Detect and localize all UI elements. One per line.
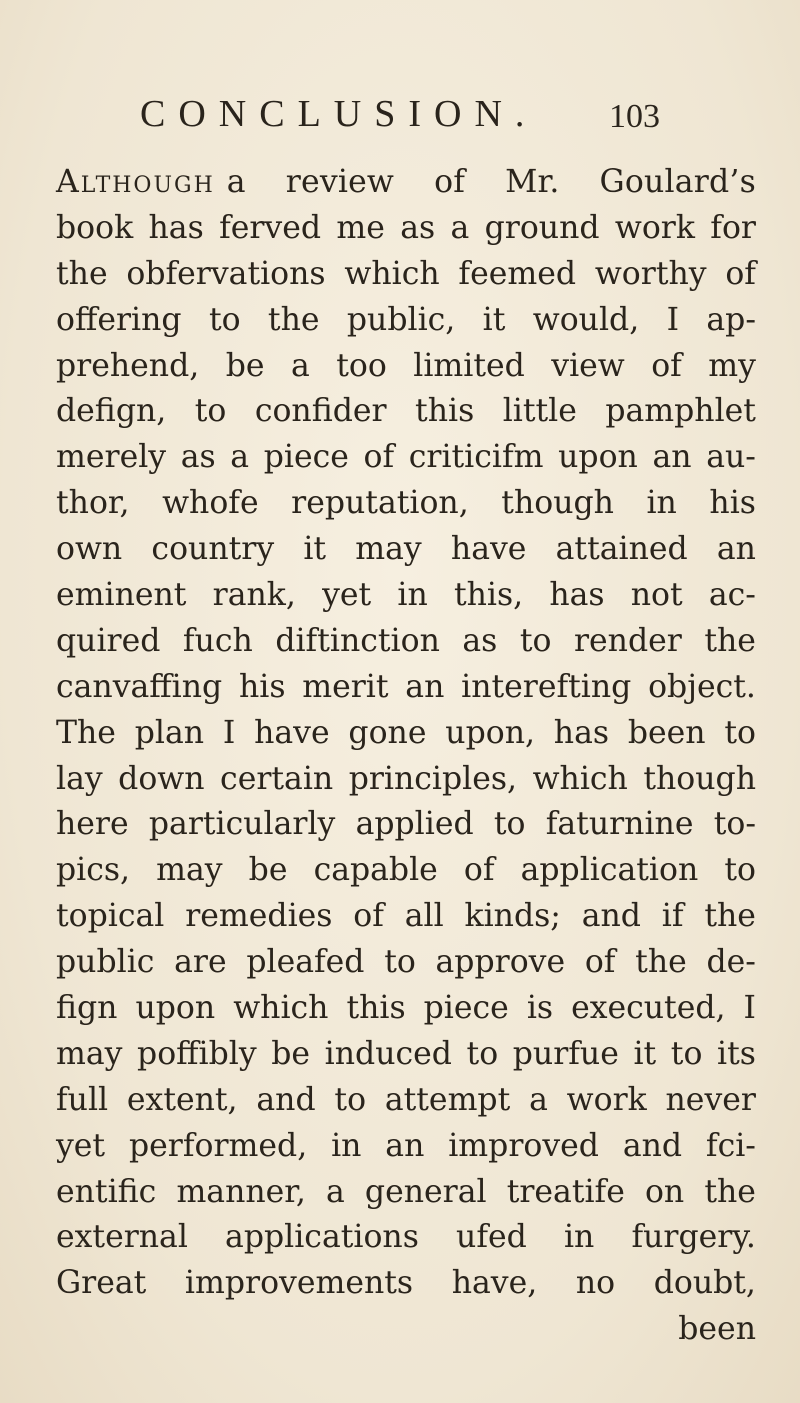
word: obfervations bbox=[126, 255, 326, 292]
word: and bbox=[256, 1081, 316, 1118]
word: has bbox=[553, 714, 610, 751]
word: country bbox=[151, 531, 275, 568]
word: piece bbox=[263, 439, 349, 476]
word: it bbox=[482, 301, 506, 338]
word: diftinction bbox=[275, 622, 440, 659]
word: lay bbox=[56, 760, 103, 797]
word: I bbox=[743, 990, 756, 1027]
word: to bbox=[670, 1035, 703, 1072]
word: furgery. bbox=[631, 1219, 756, 1256]
word: ufed bbox=[456, 1219, 527, 1256]
word: his bbox=[709, 485, 756, 522]
word: down bbox=[118, 760, 205, 797]
word: this bbox=[415, 393, 475, 430]
word: the bbox=[704, 622, 756, 659]
word: ferved bbox=[219, 209, 322, 246]
text-line bbox=[56, 1032, 756, 1078]
word: a bbox=[230, 439, 250, 476]
word: attained bbox=[555, 531, 688, 568]
word: in bbox=[646, 485, 677, 522]
word: ground bbox=[484, 209, 600, 246]
text-line bbox=[56, 757, 756, 803]
word: and bbox=[622, 1127, 683, 1164]
word: particularly bbox=[148, 806, 336, 843]
text-line bbox=[56, 481, 756, 527]
word: have bbox=[450, 531, 527, 568]
word: principles, bbox=[348, 760, 518, 797]
catchword-line bbox=[56, 1307, 756, 1353]
word: has bbox=[148, 209, 204, 246]
word: the bbox=[267, 301, 320, 338]
word: entific bbox=[56, 1173, 157, 1210]
word: poffibly bbox=[137, 1035, 257, 1072]
word: thor, bbox=[56, 485, 130, 522]
word: prehend, bbox=[56, 347, 200, 384]
word: capable bbox=[313, 852, 438, 889]
text-lines bbox=[56, 206, 756, 1307]
word: Goulard’s bbox=[599, 164, 756, 200]
word: may bbox=[156, 852, 223, 889]
word: worthy bbox=[594, 255, 707, 292]
word: eminent bbox=[56, 577, 187, 614]
word: book bbox=[56, 209, 134, 246]
word: general bbox=[364, 1173, 487, 1210]
word: an bbox=[385, 1127, 425, 1164]
word: it bbox=[303, 531, 327, 568]
word: never bbox=[665, 1081, 756, 1118]
text-line bbox=[56, 894, 756, 940]
word: topical bbox=[56, 898, 165, 935]
word: in bbox=[397, 577, 428, 614]
word: this, bbox=[453, 577, 524, 614]
word: interefting bbox=[461, 668, 632, 705]
text-line bbox=[56, 986, 756, 1032]
word: may bbox=[56, 1035, 123, 1072]
word: object. bbox=[648, 668, 756, 705]
word: view bbox=[551, 347, 625, 384]
word: has bbox=[549, 577, 605, 614]
word: though bbox=[643, 760, 756, 797]
word: a bbox=[450, 209, 470, 246]
word: doubt, bbox=[653, 1265, 756, 1302]
word: improvements bbox=[184, 1265, 414, 1302]
word: of bbox=[363, 439, 395, 476]
word: of bbox=[651, 347, 682, 384]
word: to bbox=[194, 393, 227, 430]
word: ap- bbox=[706, 301, 756, 338]
word: and bbox=[581, 898, 641, 935]
text-line bbox=[56, 711, 756, 757]
word: full bbox=[56, 1081, 109, 1118]
word: external bbox=[56, 1219, 188, 1256]
word: the bbox=[635, 944, 687, 981]
word: manner, bbox=[176, 1173, 306, 1210]
page-number: 103 bbox=[609, 98, 660, 135]
word: the bbox=[704, 898, 756, 935]
word: piece bbox=[423, 990, 509, 1027]
page-header bbox=[140, 92, 660, 140]
word: merit bbox=[302, 668, 389, 705]
word: work bbox=[614, 209, 695, 246]
word: pleafed bbox=[246, 944, 365, 981]
word: to bbox=[724, 852, 756, 889]
word: which bbox=[344, 255, 440, 292]
word: be bbox=[225, 347, 265, 384]
running-head: CONCLUSION. bbox=[140, 93, 538, 135]
word: pics, bbox=[56, 852, 131, 889]
word: no bbox=[575, 1265, 616, 1302]
word: to bbox=[519, 622, 552, 659]
word: for bbox=[710, 209, 756, 246]
word: be bbox=[271, 1035, 311, 1072]
word: on bbox=[644, 1173, 685, 1210]
text-line bbox=[56, 573, 756, 619]
text-line bbox=[56, 435, 756, 481]
word: fign bbox=[56, 990, 118, 1027]
text-line bbox=[56, 160, 756, 206]
word: approve bbox=[435, 944, 566, 981]
word: public bbox=[56, 944, 155, 981]
word: all bbox=[404, 898, 444, 935]
word: a bbox=[226, 164, 246, 200]
text-line bbox=[56, 1261, 756, 1307]
word: render bbox=[573, 622, 682, 659]
word: an bbox=[405, 668, 445, 705]
word: fci- bbox=[705, 1127, 756, 1164]
text-line bbox=[56, 206, 756, 252]
word: his bbox=[238, 668, 286, 705]
word: criticifm bbox=[408, 439, 544, 476]
text-line bbox=[56, 1078, 756, 1124]
word: of bbox=[725, 255, 756, 292]
word: been bbox=[627, 714, 706, 751]
text-line bbox=[56, 619, 756, 665]
word: me bbox=[336, 209, 385, 246]
word: own bbox=[56, 531, 123, 568]
word: of bbox=[353, 898, 384, 935]
word: review bbox=[285, 164, 395, 200]
word: application bbox=[520, 852, 699, 889]
text-line bbox=[56, 665, 756, 711]
word: upon bbox=[135, 990, 216, 1027]
word: extent, bbox=[126, 1081, 238, 1118]
word: Great bbox=[56, 1265, 147, 1302]
word: applied bbox=[355, 806, 474, 843]
word: as bbox=[180, 439, 216, 476]
text-line bbox=[56, 1215, 756, 1261]
word: limited bbox=[413, 347, 525, 384]
word: whofe bbox=[162, 485, 259, 522]
word: is bbox=[526, 990, 554, 1027]
word: fuch bbox=[182, 622, 253, 659]
word: yet bbox=[322, 577, 372, 614]
word: to bbox=[384, 944, 416, 981]
word: plan bbox=[134, 714, 205, 751]
word: have, bbox=[451, 1265, 538, 1302]
word: an bbox=[652, 439, 692, 476]
word: are bbox=[174, 944, 227, 981]
text-line bbox=[56, 940, 756, 986]
word: a bbox=[326, 1173, 345, 1210]
text-line bbox=[56, 298, 756, 344]
word: confider bbox=[254, 393, 387, 430]
word: the bbox=[704, 1173, 756, 1210]
word: too bbox=[336, 347, 387, 384]
text-line bbox=[56, 802, 756, 848]
catchword: been bbox=[678, 1311, 756, 1348]
word: yet bbox=[56, 1127, 106, 1164]
word: here bbox=[56, 806, 129, 843]
word: feemed bbox=[458, 255, 577, 292]
opening-word: Although bbox=[56, 164, 215, 200]
word: induced bbox=[324, 1035, 452, 1072]
word: I bbox=[666, 301, 680, 338]
word: offering bbox=[56, 301, 182, 338]
word: defign, bbox=[56, 393, 167, 430]
word: applications bbox=[225, 1219, 419, 1256]
word: pamphlet bbox=[605, 393, 756, 430]
word: upon bbox=[558, 439, 638, 476]
text-line bbox=[56, 344, 756, 390]
word: performed, bbox=[128, 1127, 308, 1164]
word: reputation, bbox=[291, 485, 469, 522]
word: purfue bbox=[512, 1035, 619, 1072]
word: be bbox=[248, 852, 288, 889]
word: canvaffing bbox=[56, 668, 223, 705]
word: ac- bbox=[708, 577, 756, 614]
word: executed, bbox=[571, 990, 726, 1027]
word: little bbox=[502, 393, 577, 430]
word: I bbox=[222, 714, 236, 751]
word: the bbox=[56, 255, 108, 292]
word: quired bbox=[56, 622, 161, 659]
word: if bbox=[661, 898, 684, 935]
word: of bbox=[463, 852, 495, 889]
word: may bbox=[355, 531, 422, 568]
word: to bbox=[208, 301, 241, 338]
word: have bbox=[254, 714, 330, 751]
word: gone bbox=[348, 714, 427, 751]
word: as bbox=[400, 209, 436, 246]
text-line bbox=[56, 1124, 756, 1170]
word: its bbox=[717, 1035, 756, 1072]
word: a bbox=[529, 1081, 548, 1118]
word: kinds; bbox=[464, 898, 561, 935]
word: my bbox=[708, 347, 756, 384]
word: which bbox=[233, 990, 329, 1027]
word: attempt bbox=[384, 1081, 511, 1118]
word: faturnine bbox=[545, 806, 694, 843]
word: upon, bbox=[445, 714, 535, 751]
text-line bbox=[56, 1170, 756, 1216]
word: of bbox=[434, 164, 466, 200]
word: treatife bbox=[506, 1173, 625, 1210]
word: which bbox=[532, 760, 628, 797]
word: in bbox=[331, 1127, 362, 1164]
text-line bbox=[56, 389, 756, 435]
word: in bbox=[563, 1219, 595, 1256]
text-line bbox=[56, 527, 756, 573]
word: an bbox=[716, 531, 756, 568]
word: as bbox=[462, 622, 498, 659]
word: though bbox=[501, 485, 614, 522]
word: certain bbox=[220, 760, 334, 797]
word: not bbox=[630, 577, 683, 614]
word: au- bbox=[706, 439, 756, 476]
word: to bbox=[493, 806, 526, 843]
word: public, bbox=[346, 301, 456, 338]
word: to bbox=[334, 1081, 367, 1118]
word: of bbox=[584, 944, 616, 981]
word: to bbox=[466, 1035, 499, 1072]
word: de- bbox=[706, 944, 756, 981]
body-paragraph bbox=[56, 160, 756, 1353]
text-line bbox=[56, 252, 756, 298]
text-line bbox=[56, 848, 756, 894]
word: Mr. bbox=[505, 164, 560, 200]
word: this bbox=[346, 990, 406, 1027]
word: to bbox=[724, 714, 756, 751]
word: work bbox=[566, 1081, 647, 1118]
word: would, bbox=[532, 301, 640, 338]
word: The bbox=[56, 714, 116, 751]
word: merely bbox=[56, 439, 167, 476]
word: remedies bbox=[185, 898, 333, 935]
word: a bbox=[290, 347, 310, 384]
word: it bbox=[633, 1035, 657, 1072]
word: to- bbox=[713, 806, 756, 843]
word: rank, bbox=[212, 577, 296, 614]
text-line-content bbox=[227, 160, 756, 206]
word: improved bbox=[448, 1127, 599, 1164]
